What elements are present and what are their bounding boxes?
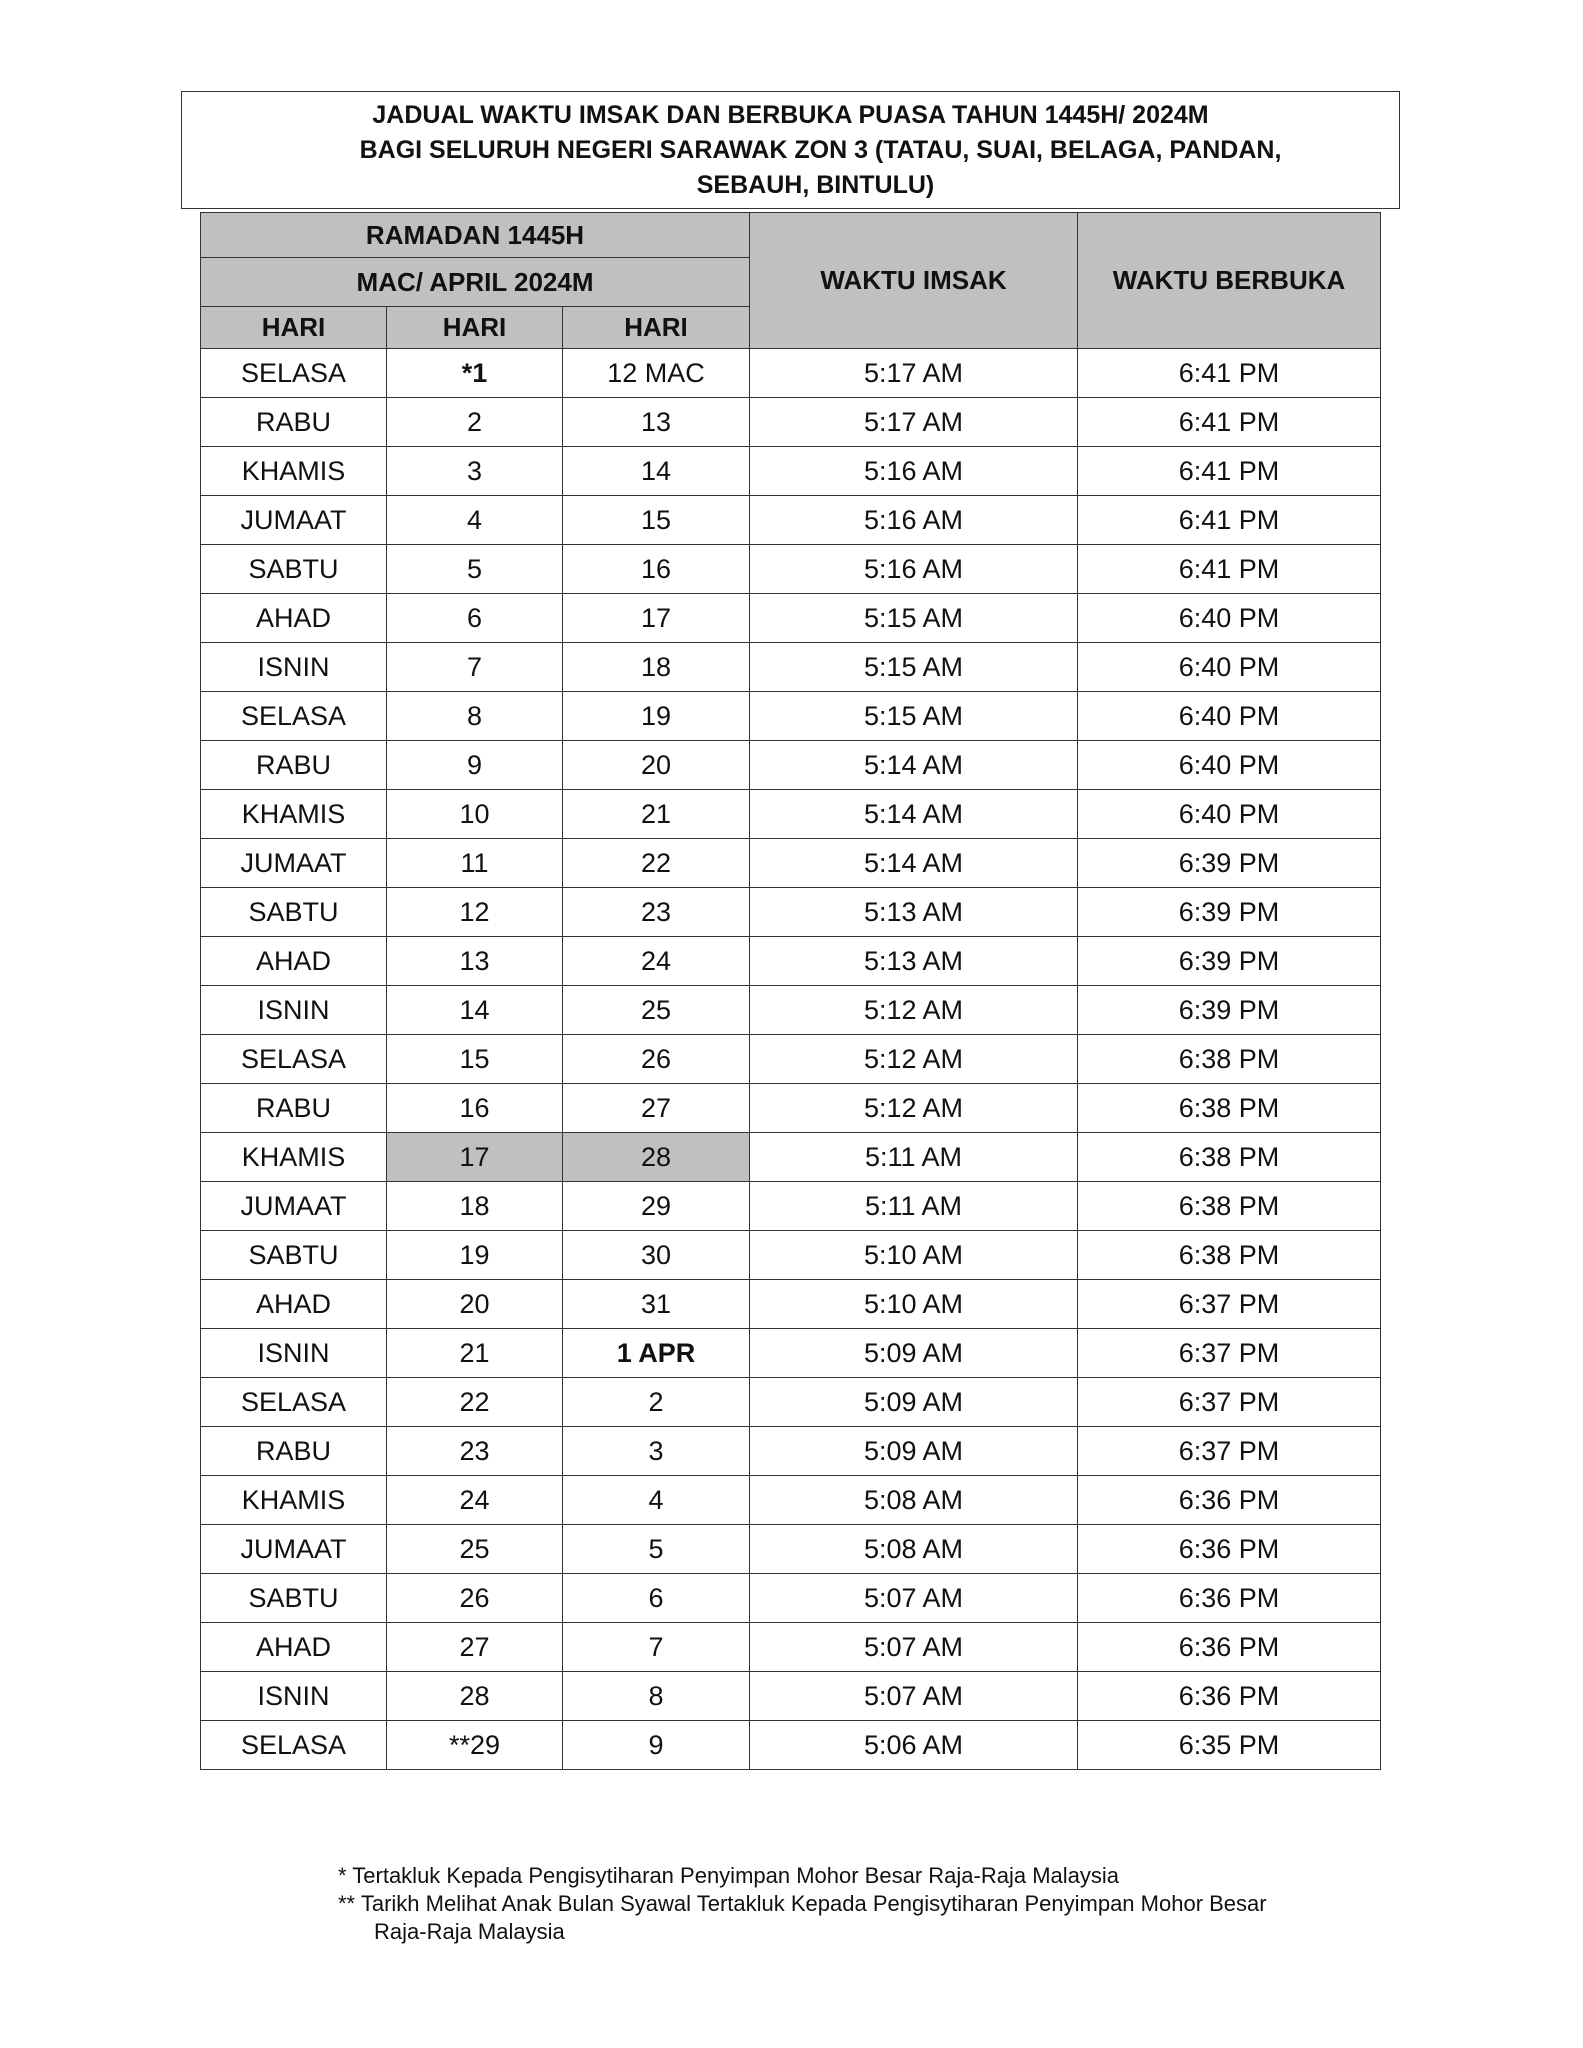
cell-tarikh-masihi: 21 <box>563 790 750 839</box>
cell-waktu-imsak: 5:16 AM <box>750 447 1078 496</box>
cell-waktu-berbuka: 6:40 PM <box>1078 643 1381 692</box>
cell-hari: SABTU <box>201 1231 387 1280</box>
cell-waktu-imsak: 5:07 AM <box>750 1672 1078 1721</box>
cell-hari-ramadan: 8 <box>387 692 563 741</box>
cell-hari-ramadan: 22 <box>387 1378 563 1427</box>
cell-waktu-berbuka: 6:35 PM <box>1078 1721 1381 1770</box>
cell-hari: RABU <box>201 1427 387 1476</box>
cell-hari-ramadan: 12 <box>387 888 563 937</box>
cell-hari-ramadan: 26 <box>387 1574 563 1623</box>
cell-hari: SELASA <box>201 692 387 741</box>
cell-tarikh-masihi: 2 <box>563 1378 750 1427</box>
cell-tarikh-masihi: 1 APR <box>563 1329 750 1378</box>
cell-waktu-imsak: 5:08 AM <box>750 1476 1078 1525</box>
cell-hari: KHAMIS <box>201 1476 387 1525</box>
cell-waktu-imsak: 5:10 AM <box>750 1231 1078 1280</box>
cell-tarikh-masihi: 7 <box>563 1623 750 1672</box>
cell-hari: KHAMIS <box>201 790 387 839</box>
cell-hari: SELASA <box>201 349 387 398</box>
footnote-2: ** Tarikh Melihat Anak Bulan Syawal Tertakluk Kepada Pengisytiharan Penyimpan Mohor Besar <box>338 1891 1267 1916</box>
cell-waktu-imsak: 5:12 AM <box>750 1084 1078 1133</box>
cell-hari-ramadan: 19 <box>387 1231 563 1280</box>
document-title <box>181 91 1400 209</box>
cell-waktu-berbuka: 6:41 PM <box>1078 447 1381 496</box>
cell-waktu-berbuka: 6:36 PM <box>1078 1623 1381 1672</box>
table-row <box>201 741 1381 790</box>
cell-hari: JUMAAT <box>201 1525 387 1574</box>
cell-tarikh-masihi: 28 <box>563 1133 750 1182</box>
cell-hari: ISNIN <box>201 1672 387 1721</box>
cell-tarikh-masihi: 31 <box>563 1280 750 1329</box>
header-mac-april: MAC/ APRIL 2024M <box>201 258 750 307</box>
cell-hari-ramadan: 14 <box>387 986 563 1035</box>
cell-hari-ramadan: 16 <box>387 1084 563 1133</box>
header-hari-2: HARI <box>387 307 563 349</box>
cell-hari-ramadan: 21 <box>387 1329 563 1378</box>
cell-waktu-imsak: 5:15 AM <box>750 643 1078 692</box>
table-row <box>201 496 1381 545</box>
cell-hari: ISNIN <box>201 1329 387 1378</box>
cell-waktu-berbuka: 6:40 PM <box>1078 741 1381 790</box>
footnotes <box>338 1862 1267 1946</box>
cell-tarikh-masihi: 16 <box>563 545 750 594</box>
cell-waktu-berbuka: 6:40 PM <box>1078 692 1381 741</box>
table-row <box>201 937 1381 986</box>
title-line-2: BAGI SELURUH NEGERI SARAWAK ZON 3 (TATAU, SUAI, BELAGA, PANDAN, <box>359 136 1282 164</box>
cell-waktu-imsak: 5:15 AM <box>750 692 1078 741</box>
cell-waktu-imsak: 5:08 AM <box>750 1525 1078 1574</box>
cell-waktu-imsak: 5:16 AM <box>750 545 1078 594</box>
cell-tarikh-masihi: 15 <box>563 496 750 545</box>
table-row <box>201 888 1381 937</box>
table-row <box>201 349 1381 398</box>
table-row <box>201 839 1381 888</box>
cell-tarikh-masihi: 4 <box>563 1476 750 1525</box>
cell-waktu-berbuka: 6:40 PM <box>1078 790 1381 839</box>
cell-hari-ramadan: 18 <box>387 1182 563 1231</box>
cell-tarikh-masihi: 13 <box>563 398 750 447</box>
cell-hari-ramadan: 23 <box>387 1427 563 1476</box>
cell-tarikh-masihi: 14 <box>563 447 750 496</box>
cell-hari: AHAD <box>201 1280 387 1329</box>
table-row <box>201 1378 1381 1427</box>
table-row <box>201 1280 1381 1329</box>
cell-tarikh-masihi: 30 <box>563 1231 750 1280</box>
cell-hari-ramadan: 4 <box>387 496 563 545</box>
cell-tarikh-masihi: 24 <box>563 937 750 986</box>
cell-waktu-berbuka: 6:39 PM <box>1078 888 1381 937</box>
cell-waktu-imsak: 5:11 AM <box>750 1133 1078 1182</box>
cell-hari-ramadan: **29 <box>387 1721 563 1770</box>
cell-waktu-berbuka: 6:39 PM <box>1078 839 1381 888</box>
header-waktu-imsak: WAKTU IMSAK <box>750 213 1078 349</box>
cell-hari: SABTU <box>201 1574 387 1623</box>
cell-tarikh-masihi: 17 <box>563 594 750 643</box>
table-row <box>201 594 1381 643</box>
cell-waktu-berbuka: 6:38 PM <box>1078 1133 1381 1182</box>
header-hari-3: HARI <box>563 307 750 349</box>
cell-hari-ramadan: 27 <box>387 1623 563 1672</box>
cell-hari-ramadan: 5 <box>387 545 563 594</box>
header-waktu-berbuka: WAKTU BERBUKA <box>1078 213 1381 349</box>
cell-hari-ramadan: 10 <box>387 790 563 839</box>
cell-waktu-imsak: 5:13 AM <box>750 937 1078 986</box>
cell-hari-ramadan: 28 <box>387 1672 563 1721</box>
cell-waktu-imsak: 5:09 AM <box>750 1427 1078 1476</box>
table-row <box>201 1427 1381 1476</box>
cell-hari-ramadan: *1 <box>387 349 563 398</box>
cell-hari-ramadan: 6 <box>387 594 563 643</box>
table-row <box>201 1623 1381 1672</box>
cell-waktu-imsak: 5:15 AM <box>750 594 1078 643</box>
cell-hari-ramadan: 15 <box>387 1035 563 1084</box>
table-row <box>201 1672 1381 1721</box>
cell-waktu-berbuka: 6:36 PM <box>1078 1574 1381 1623</box>
cell-waktu-imsak: 5:16 AM <box>750 496 1078 545</box>
cell-waktu-berbuka: 6:39 PM <box>1078 986 1381 1035</box>
table-row <box>201 986 1381 1035</box>
footnote-2-continued: Raja-Raja Malaysia <box>374 1919 565 1944</box>
cell-tarikh-masihi: 20 <box>563 741 750 790</box>
table-row <box>201 545 1381 594</box>
cell-hari-ramadan: 3 <box>387 447 563 496</box>
table-row <box>201 1182 1381 1231</box>
cell-hari-ramadan: 7 <box>387 643 563 692</box>
cell-hari-ramadan: 9 <box>387 741 563 790</box>
cell-hari: KHAMIS <box>201 447 387 496</box>
cell-waktu-berbuka: 6:41 PM <box>1078 545 1381 594</box>
cell-tarikh-masihi: 5 <box>563 1525 750 1574</box>
cell-tarikh-masihi: 3 <box>563 1427 750 1476</box>
cell-waktu-berbuka: 6:38 PM <box>1078 1231 1381 1280</box>
table-row <box>201 1721 1381 1770</box>
cell-hari-ramadan: 17 <box>387 1133 563 1182</box>
cell-waktu-imsak: 5:14 AM <box>750 741 1078 790</box>
cell-tarikh-masihi: 8 <box>563 1672 750 1721</box>
table-row <box>201 1574 1381 1623</box>
cell-waktu-berbuka: 6:40 PM <box>1078 594 1381 643</box>
header-hari-1: HARI <box>201 307 387 349</box>
header-ramadan: RAMADAN 1445H <box>201 213 750 258</box>
table-row <box>201 1525 1381 1574</box>
cell-hari: SELASA <box>201 1378 387 1427</box>
cell-waktu-imsak: 5:13 AM <box>750 888 1078 937</box>
table-header <box>201 213 1381 349</box>
cell-waktu-imsak: 5:10 AM <box>750 1280 1078 1329</box>
cell-tarikh-masihi: 18 <box>563 643 750 692</box>
cell-tarikh-masihi: 19 <box>563 692 750 741</box>
cell-waktu-berbuka: 6:38 PM <box>1078 1084 1381 1133</box>
cell-waktu-berbuka: 6:37 PM <box>1078 1280 1381 1329</box>
cell-waktu-berbuka: 6:36 PM <box>1078 1476 1381 1525</box>
table-body <box>201 349 1381 1770</box>
cell-hari: SELASA <box>201 1721 387 1770</box>
table-row <box>201 1231 1381 1280</box>
cell-tarikh-masihi: 6 <box>563 1574 750 1623</box>
cell-hari: KHAMIS <box>201 1133 387 1182</box>
cell-hari: RABU <box>201 1084 387 1133</box>
table-row <box>201 398 1381 447</box>
cell-hari-ramadan: 20 <box>387 1280 563 1329</box>
cell-waktu-imsak: 5:09 AM <box>750 1329 1078 1378</box>
cell-waktu-berbuka: 6:41 PM <box>1078 398 1381 447</box>
cell-hari: ISNIN <box>201 643 387 692</box>
table-row <box>201 1329 1381 1378</box>
cell-waktu-berbuka: 6:41 PM <box>1078 349 1381 398</box>
cell-tarikh-masihi: 26 <box>563 1035 750 1084</box>
cell-waktu-imsak: 5:14 AM <box>750 839 1078 888</box>
cell-waktu-imsak: 5:07 AM <box>750 1623 1078 1672</box>
cell-waktu-berbuka: 6:39 PM <box>1078 937 1381 986</box>
table-row <box>201 447 1381 496</box>
cell-waktu-imsak: 5:07 AM <box>750 1574 1078 1623</box>
cell-waktu-imsak: 5:11 AM <box>750 1182 1078 1231</box>
table-row <box>201 692 1381 741</box>
table-row <box>201 790 1381 839</box>
table-row <box>201 1035 1381 1084</box>
schedule-table <box>200 212 1381 1770</box>
cell-hari: AHAD <box>201 594 387 643</box>
title-line-3: SEBAUH, BINTULU) <box>696 171 935 199</box>
cell-waktu-imsak: 5:12 AM <box>750 1035 1078 1084</box>
cell-waktu-imsak: 5:06 AM <box>750 1721 1078 1770</box>
cell-hari: AHAD <box>201 937 387 986</box>
table-row <box>201 1133 1381 1182</box>
cell-hari: JUMAAT <box>201 839 387 888</box>
cell-waktu-berbuka: 6:38 PM <box>1078 1035 1381 1084</box>
cell-tarikh-masihi: 9 <box>563 1721 750 1770</box>
table-row <box>201 643 1381 692</box>
cell-hari-ramadan: 2 <box>387 398 563 447</box>
table-row <box>201 1476 1381 1525</box>
title-line-1: JADUAL WAKTU IMSAK DAN BERBUKA PUASA TAHUN 1445H/ 2024M <box>372 101 1209 129</box>
cell-waktu-imsak: 5:14 AM <box>750 790 1078 839</box>
cell-tarikh-masihi: 23 <box>563 888 750 937</box>
cell-hari: JUMAAT <box>201 1182 387 1231</box>
cell-waktu-berbuka: 6:37 PM <box>1078 1378 1381 1427</box>
cell-waktu-berbuka: 6:36 PM <box>1078 1672 1381 1721</box>
cell-hari: SELASA <box>201 1035 387 1084</box>
cell-hari-ramadan: 25 <box>387 1525 563 1574</box>
cell-hari: ISNIN <box>201 986 387 1035</box>
cell-tarikh-masihi: 27 <box>563 1084 750 1133</box>
table-row <box>201 1084 1381 1133</box>
cell-waktu-imsak: 5:17 AM <box>750 349 1078 398</box>
footnote-1: * Tertakluk Kepada Pengisytiharan Penyimpan Mohor Besar Raja-Raja Malaysia <box>338 1863 1119 1888</box>
cell-waktu-imsak: 5:17 AM <box>750 398 1078 447</box>
cell-waktu-imsak: 5:12 AM <box>750 986 1078 1035</box>
cell-tarikh-masihi: 12 MAC <box>563 349 750 398</box>
cell-waktu-berbuka: 6:38 PM <box>1078 1182 1381 1231</box>
cell-hari: JUMAAT <box>201 496 387 545</box>
cell-tarikh-masihi: 25 <box>563 986 750 1035</box>
cell-waktu-imsak: 5:09 AM <box>750 1378 1078 1427</box>
cell-hari: SABTU <box>201 545 387 594</box>
cell-hari-ramadan: 11 <box>387 839 563 888</box>
cell-hari: SABTU <box>201 888 387 937</box>
cell-tarikh-masihi: 22 <box>563 839 750 888</box>
cell-hari: RABU <box>201 741 387 790</box>
cell-hari-ramadan: 24 <box>387 1476 563 1525</box>
cell-waktu-berbuka: 6:37 PM <box>1078 1427 1381 1476</box>
cell-hari: AHAD <box>201 1623 387 1672</box>
cell-waktu-berbuka: 6:37 PM <box>1078 1329 1381 1378</box>
cell-hari-ramadan: 13 <box>387 937 563 986</box>
cell-waktu-berbuka: 6:41 PM <box>1078 496 1381 545</box>
cell-waktu-berbuka: 6:36 PM <box>1078 1525 1381 1574</box>
cell-tarikh-masihi: 29 <box>563 1182 750 1231</box>
cell-hari: RABU <box>201 398 387 447</box>
